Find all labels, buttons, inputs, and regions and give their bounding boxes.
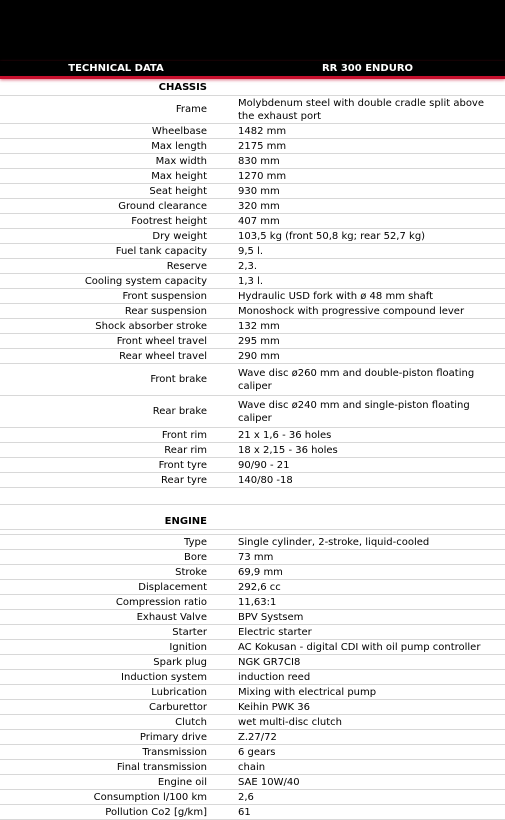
row-label: Front wheel travel xyxy=(116,335,207,347)
row-value: NGK GR7CI8 xyxy=(238,656,301,668)
row-label: Exhaust Valve xyxy=(136,611,207,623)
row-value: 61 xyxy=(238,806,251,818)
table-row xyxy=(0,473,505,488)
table-row xyxy=(0,334,505,349)
top-banner xyxy=(0,0,505,61)
row-label: Seat height xyxy=(149,185,207,197)
row-label: Front brake xyxy=(150,374,207,385)
row-value: 930 mm xyxy=(238,185,280,197)
row-value: 69,9 mm xyxy=(238,566,283,578)
table-row xyxy=(0,396,505,428)
table-row xyxy=(0,96,505,124)
row-label: Spark plug xyxy=(153,656,207,668)
table-row xyxy=(0,670,505,685)
row-label: Rear wheel travel xyxy=(119,350,207,362)
row-label: Max height xyxy=(151,170,207,182)
row-label: Lubrication xyxy=(151,686,207,698)
row-label: Dry weight xyxy=(152,230,207,242)
row-label: Rear brake xyxy=(152,406,207,417)
row-label: Primary drive xyxy=(139,731,207,743)
table-row xyxy=(0,640,505,655)
header-label: TECHNICAL DATA xyxy=(68,63,164,74)
row-label: Frame xyxy=(175,104,207,115)
row-label: Induction system xyxy=(121,671,207,683)
row-value: 2175 mm xyxy=(238,140,287,152)
row-value: wet multi-disc clutch xyxy=(238,716,342,728)
table-row xyxy=(0,775,505,790)
row-label: Wheelbase xyxy=(151,125,207,137)
table-row xyxy=(0,364,505,396)
row-label: Carburettor xyxy=(148,701,207,713)
table-row xyxy=(0,229,505,244)
row-label: Shock absorber stroke xyxy=(95,320,207,332)
row-value: Mixing with electrical pump xyxy=(238,686,377,698)
row-value: 18 x 2,15 - 36 holes xyxy=(238,444,338,456)
table-row xyxy=(0,199,505,214)
table-row xyxy=(0,700,505,715)
row-label: Stroke xyxy=(175,566,207,578)
row-label: Type xyxy=(184,536,207,548)
row-value: Wave disc ø240 mm and single-piston floating caliper xyxy=(238,399,470,424)
row-label: Engine oil xyxy=(157,776,207,788)
row-label: Ground clearance xyxy=(118,200,207,212)
row-value: 90/90 - 21 xyxy=(238,459,290,471)
table-row xyxy=(0,428,505,443)
table-row xyxy=(0,319,505,334)
table-row xyxy=(0,214,505,229)
row-value: 1482 mm xyxy=(238,125,287,137)
table-row xyxy=(0,625,505,640)
row-label: Front suspension xyxy=(122,290,207,302)
table-row xyxy=(0,349,505,364)
row-value: 1,3 l. xyxy=(238,275,264,287)
table-row xyxy=(0,715,505,730)
header-model: RR 300 ENDURO xyxy=(321,63,414,74)
table-row xyxy=(0,535,505,550)
section-gap xyxy=(0,505,505,513)
row-value: Keihin PWK 36 xyxy=(238,701,311,713)
row-label: Displacement xyxy=(138,581,207,593)
row-label: Front rim xyxy=(161,429,207,441)
table-row xyxy=(0,565,505,580)
row-value: SAE 10W/40 xyxy=(238,776,300,788)
row-value: AC Kokusan - digital CDI with oil pump controller xyxy=(238,641,481,653)
row-value: 2,6 xyxy=(238,791,254,803)
row-value: 295 mm xyxy=(238,335,280,347)
table-row xyxy=(0,289,505,304)
row-label: Cooling system capacity xyxy=(84,275,207,287)
row-label: Rear suspension xyxy=(124,305,207,317)
row-label: Starter xyxy=(172,626,207,638)
row-value: 2,3. xyxy=(238,260,258,272)
table-row xyxy=(0,458,505,473)
row-value: 73 mm xyxy=(238,551,274,563)
row-label: Compression ratio xyxy=(115,596,207,608)
row-value: 132 mm xyxy=(238,320,280,332)
row-value: 320 mm xyxy=(238,200,280,212)
table-row xyxy=(0,595,505,610)
row-label: Ignition xyxy=(169,641,207,653)
table-row xyxy=(0,790,505,805)
row-value: Monoshock with progressive compound lever xyxy=(238,305,465,317)
row-value: 6 gears xyxy=(238,746,276,758)
table-row xyxy=(0,550,505,565)
row-value: Wave disc ø260 mm and double-piston floating caliper xyxy=(238,367,475,392)
chassis-title: CHASSIS xyxy=(158,82,207,93)
row-label: Transmission xyxy=(142,746,207,758)
chassis-section-title xyxy=(0,79,505,96)
table-row xyxy=(0,184,505,199)
section-gap xyxy=(0,488,505,505)
table-row xyxy=(0,745,505,760)
row-label: Reserve xyxy=(166,260,207,272)
row-value: 830 mm xyxy=(238,155,280,167)
engine-table xyxy=(0,535,505,820)
row-label: Clutch xyxy=(175,716,207,728)
row-value: BPV Systsem xyxy=(238,611,304,623)
table-row xyxy=(0,610,505,625)
row-value: 21 x 1,6 - 36 holes xyxy=(238,429,332,441)
row-label: Rear tyre xyxy=(161,474,207,486)
row-label: Max length xyxy=(151,140,207,152)
row-label: Bore xyxy=(183,551,207,563)
table-row xyxy=(0,139,505,154)
row-value: 11,63:1 xyxy=(238,596,277,608)
row-value: 103,5 kg (front 50,8 kg; rear 52,7 kg) xyxy=(238,230,426,242)
row-value: 1270 mm xyxy=(238,170,287,182)
table-row xyxy=(0,443,505,458)
table-row xyxy=(0,580,505,595)
table-row xyxy=(0,124,505,139)
row-value: 292,6 cc xyxy=(238,581,281,593)
row-label: Rear rim xyxy=(164,444,207,456)
row-value: Single cylinder, 2-stroke, liquid-cooled xyxy=(238,536,430,548)
table-row xyxy=(0,685,505,700)
row-value: Hydraulic USD fork with ø 48 mm shaft xyxy=(238,290,434,302)
table-row xyxy=(0,304,505,319)
table-row xyxy=(0,154,505,169)
engine-section-title xyxy=(0,513,505,530)
row-value: chain xyxy=(238,761,266,773)
table-header xyxy=(0,61,505,79)
row-value: 290 mm xyxy=(238,350,280,362)
row-label: Front tyre xyxy=(158,459,207,471)
row-label: Footrest height xyxy=(131,215,207,227)
row-label: Fuel tank capacity xyxy=(115,245,207,257)
engine-title: ENGINE xyxy=(164,516,207,527)
table-row xyxy=(0,805,505,820)
table-row xyxy=(0,259,505,274)
row-value: Molybdenum steel with double cradle split above the exhaust port xyxy=(238,97,485,122)
row-label: Pollution Co2 [g/km] xyxy=(105,806,207,818)
table-row xyxy=(0,730,505,745)
row-value: Z.27/72 xyxy=(238,731,277,743)
row-value: 407 mm xyxy=(238,215,280,227)
table-row xyxy=(0,760,505,775)
chassis-table xyxy=(0,96,505,488)
table-row xyxy=(0,244,505,259)
row-label: Consumption l/100 km xyxy=(93,791,207,803)
row-value: 140/80 -18 xyxy=(238,474,293,486)
row-value: induction reed xyxy=(238,671,311,683)
row-value: 9,5 l. xyxy=(238,245,264,257)
table-row xyxy=(0,274,505,289)
row-label: Final transmission xyxy=(116,761,207,773)
table-row xyxy=(0,655,505,670)
row-value: Electric starter xyxy=(238,626,312,638)
row-label: Max width xyxy=(155,155,207,167)
table-row xyxy=(0,169,505,184)
